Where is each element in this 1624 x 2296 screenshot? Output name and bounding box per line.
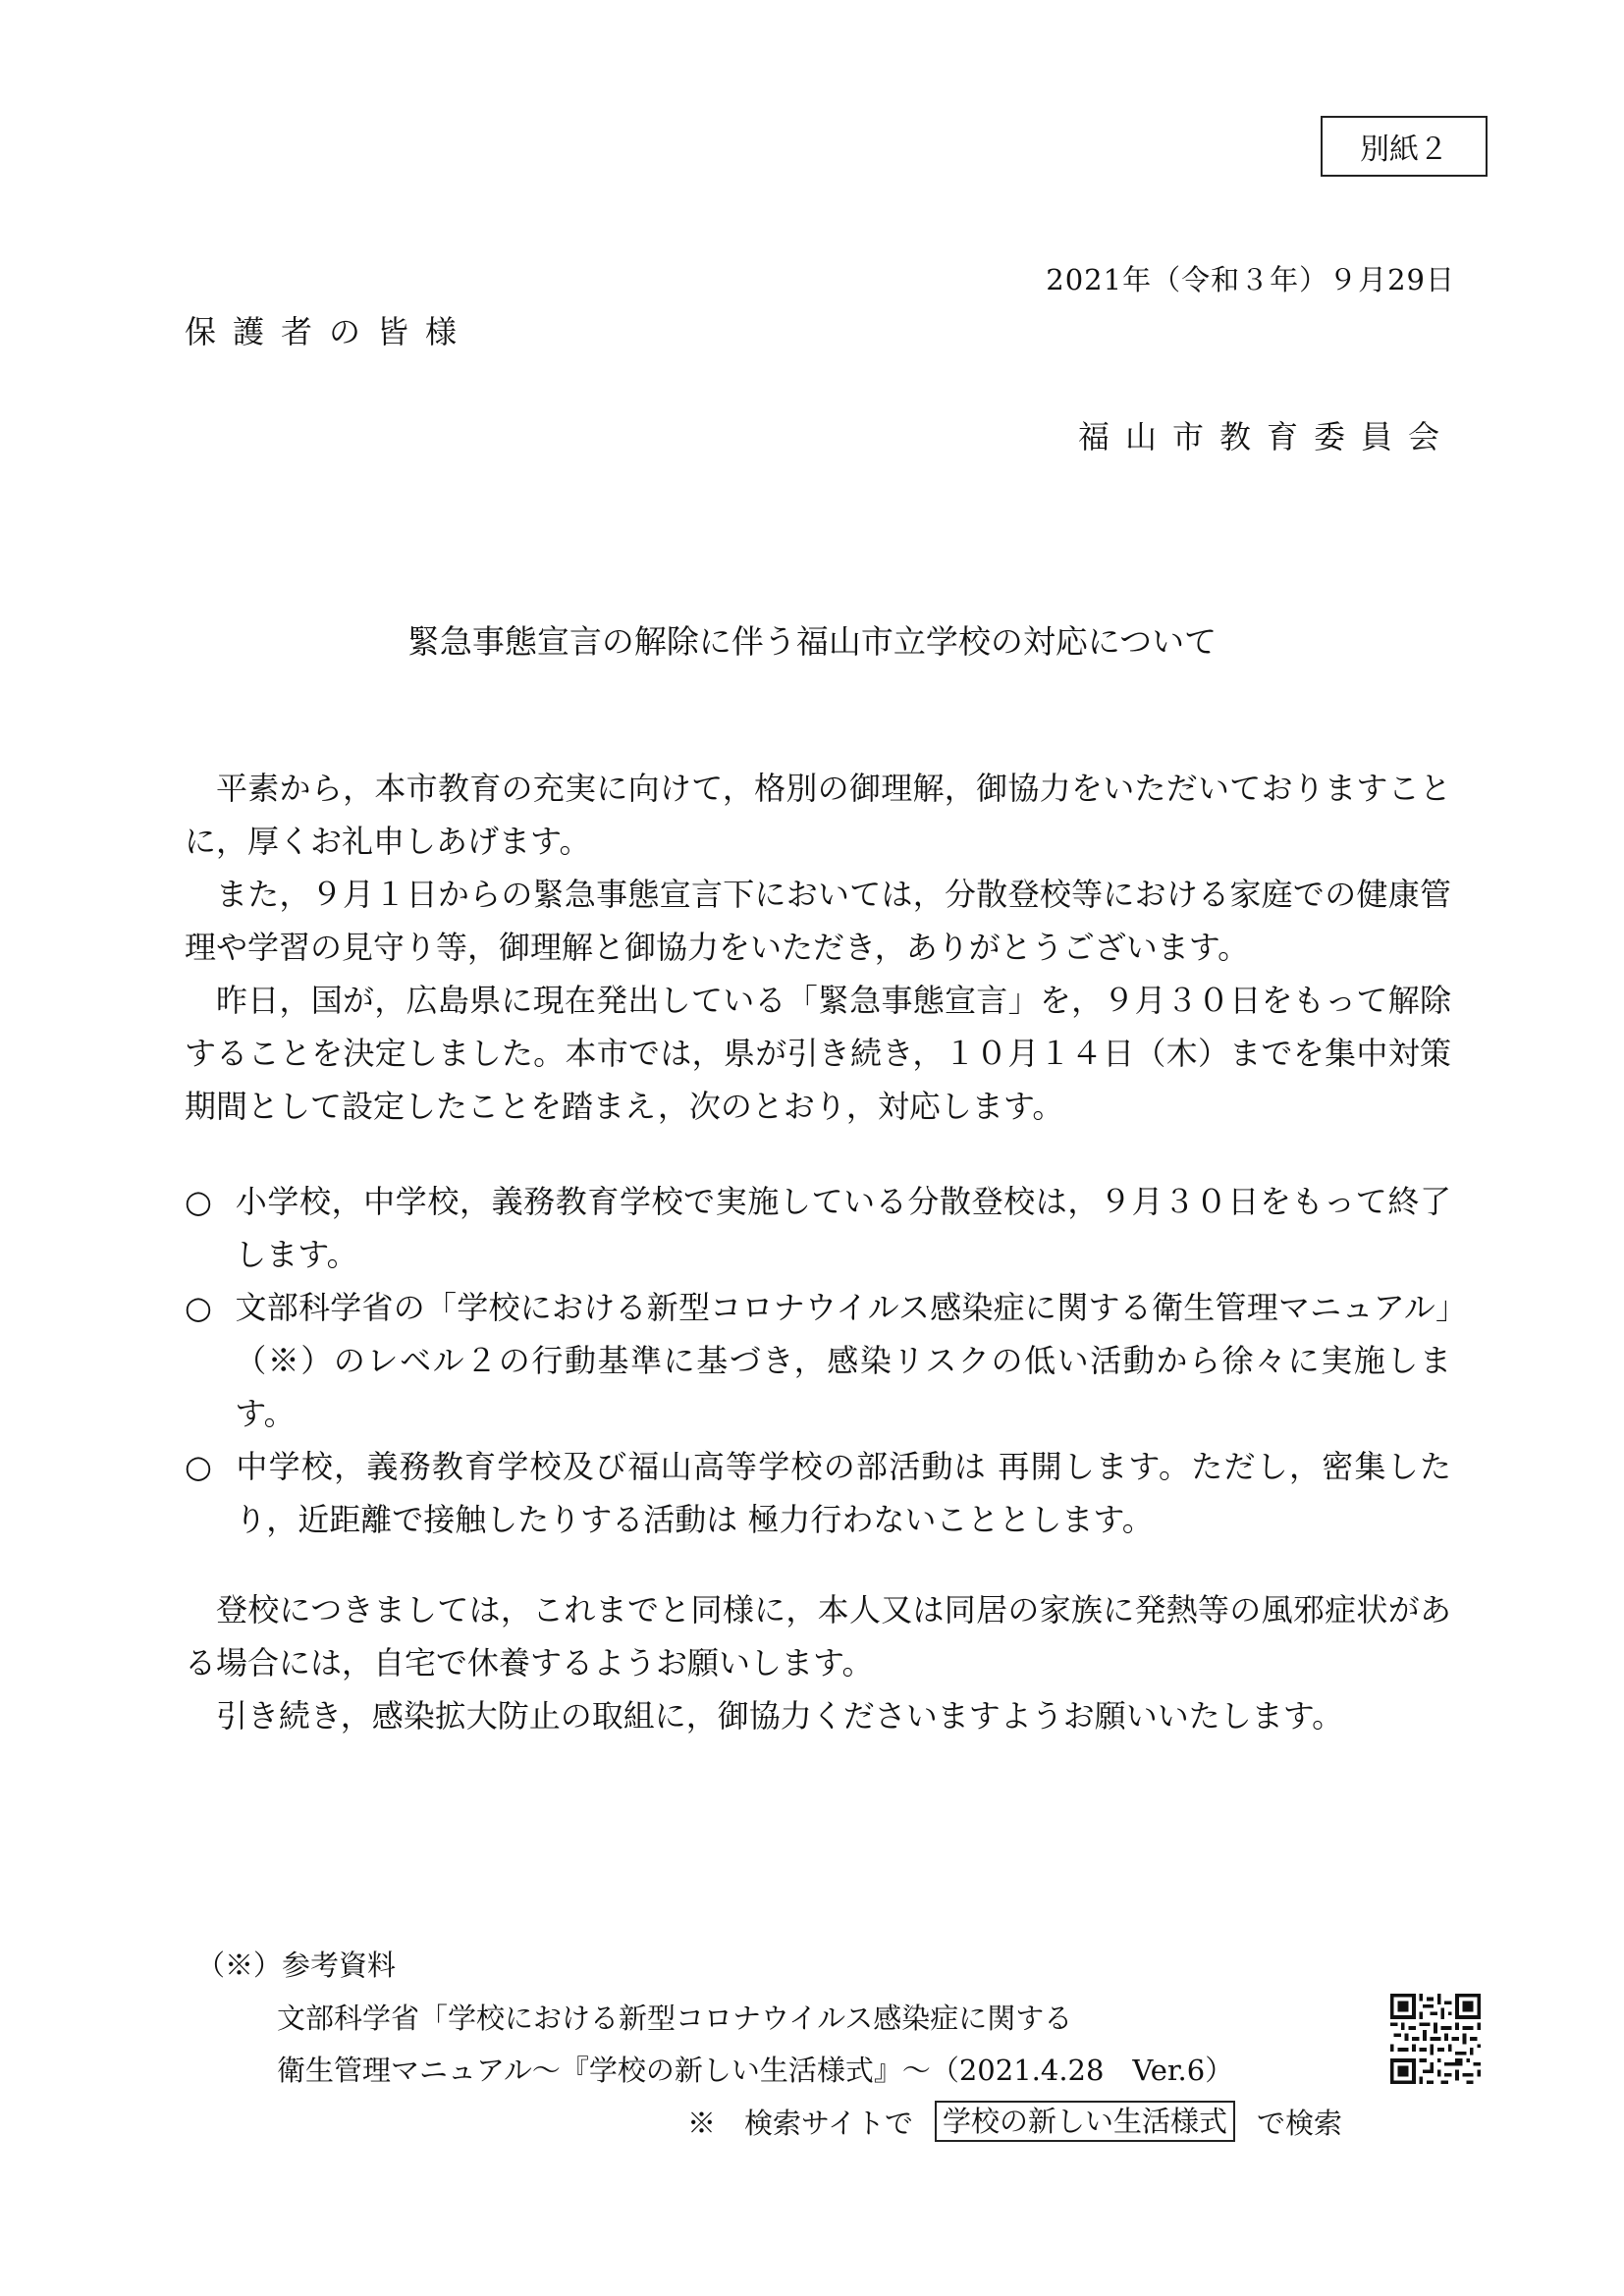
bullet-text: 小学校，中学校，義務教育学校で実施している分散登校は，９月３０日をもって終了します。 <box>235 1183 1451 1273</box>
bullet-mark: ○ <box>185 1448 212 1485</box>
qr-code-icon <box>1390 1994 1481 2084</box>
closing-paragraph: 登校につきましては，これまでと同様に，本人又は同居の家族に発熱等の風邪症状がある場合には，自宅で休養するようお願いします。 <box>185 1591 1451 1682</box>
recipient-line: 保護者の皆様 <box>185 313 474 350</box>
intro-paragraph: 昨日，国が，広島県に現在発出している「緊急事態宣言」を，９月３０日をもって解除することを決定しました。本市では，県が引き続き，１０月１４日（木）までを集中対策期間として設定したことを踏まえ，次のとおり，対応します。 <box>185 982 1451 1125</box>
bullet-text: 文部科学省の「学校における新型コロナウイルス感染症に関する衛生管理マニュアル」（※）のレベル２の行動基準に基づき，感染リスクの低い活動から徐々に実施します。 <box>235 1289 1451 1432</box>
sender-line: 福山市教育委員会 <box>1077 418 1455 455</box>
bullet-item <box>185 1281 1451 1440</box>
search-keyword-box: 学校の新しい生活様式 <box>935 2101 1235 2142</box>
bullet-mark: ○ <box>185 1289 212 1326</box>
search-suffix: で検索 <box>1257 2106 1343 2140</box>
intro-paragraph: 平素から，本市教育の充実に向けて，格別の御理解，御協力をいただいておりますことに，厚くお礼申しあげます。 <box>185 770 1451 860</box>
bullet-item <box>185 1175 1451 1281</box>
intro-paragraph: また，９月１日からの緊急事態宣言下においては，分散登校等における家庭での健康管理や学習の見守り等，御理解と御協力をいただき，ありがとうございます。 <box>185 876 1451 966</box>
search-prefix: ※ 検索サイトで <box>687 2106 913 2140</box>
document-date: 2021年（令和３年）９月29日 <box>1046 263 1455 296</box>
bullet-mark: ○ <box>185 1183 212 1220</box>
search-instruction <box>687 2101 1342 2142</box>
attachment-label: 別紙２ <box>1321 116 1488 177</box>
bullet-item <box>185 1440 1451 1546</box>
reference-heading: （※）参考資料 <box>196 1949 397 1982</box>
closing-paragraph: 引き続き，感染拡大防止の取組に，御協力くださいますようお願いいたします。 <box>216 1697 1344 1735</box>
bullet-text: 中学校，義務教育学校及び福山高等学校の部活動は 再開します。ただし，密集したり，近距離で接触したりする活動は 極力行わないこととします。 <box>235 1448 1451 1538</box>
document-title: 緊急事態宣言の解除に伴う福山市立学校の対応について <box>406 622 1218 661</box>
reference-line: 文部科学省「学校における新型コロナウイルス感染症に関する <box>277 2002 1073 2035</box>
reference-line: 衛生管理マニュアル～『学校の新しい生活様式』～（2021.4.28 Ver.6） <box>277 2054 1234 2087</box>
